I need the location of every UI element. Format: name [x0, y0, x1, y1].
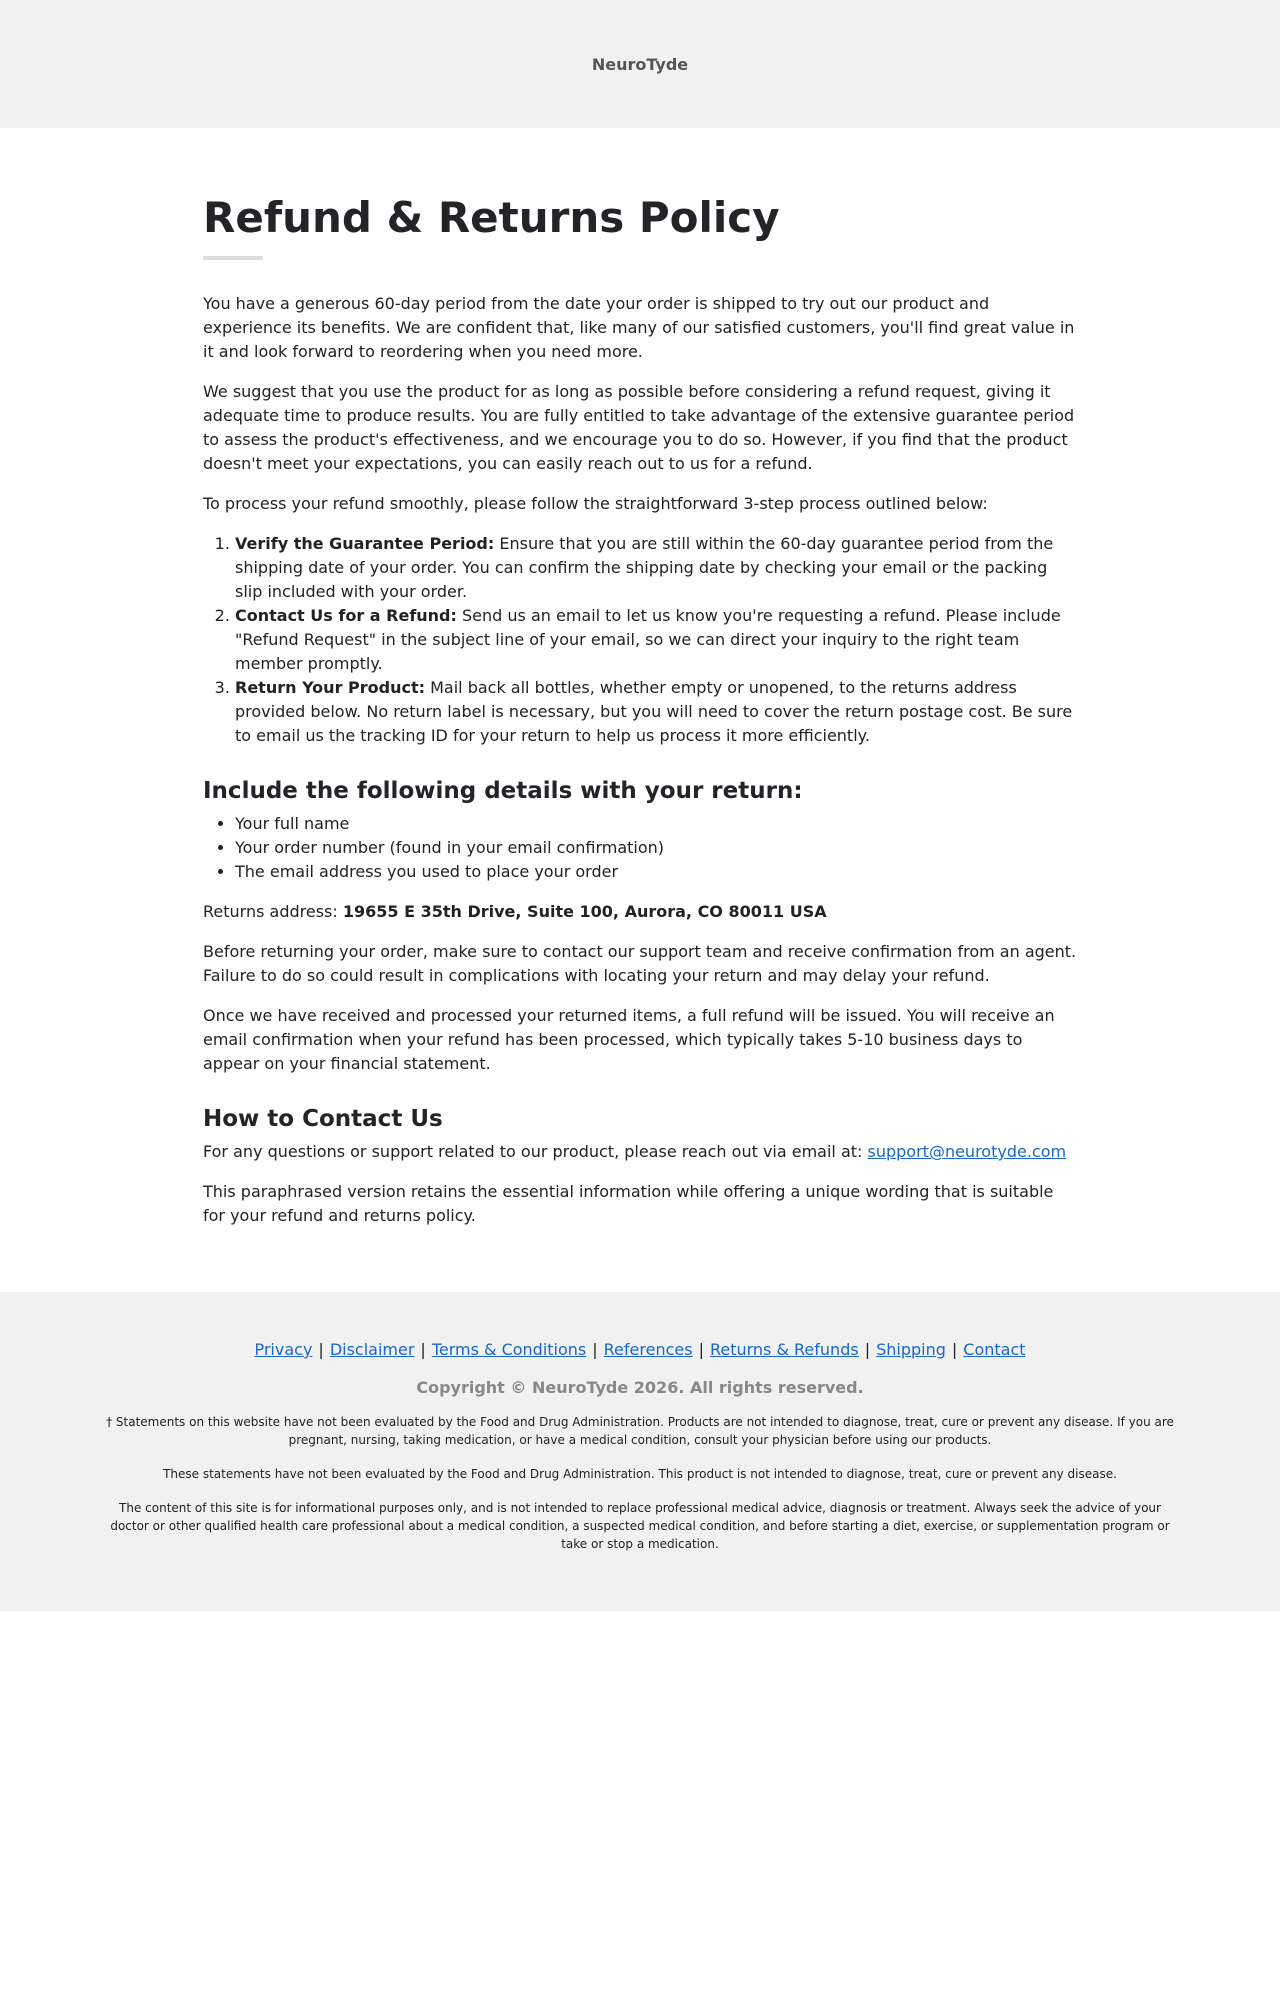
footer-separator: |	[420, 1340, 426, 1359]
returns-address: 19655 E 35th Drive, Suite 100, Aurora, CO 80011 USA	[342, 902, 827, 921]
closing-paragraph: This paraphrased version retains the essential information while offering a unique wording that is suitable for your refund and returns policy.	[203, 1182, 1054, 1225]
site-header	[0, 0, 1280, 128]
page-title: Refund & Returns Policy	[203, 193, 780, 242]
step-item	[235, 676, 1077, 748]
footer-link-returns[interactable]: Returns & Refunds	[709, 1340, 859, 1359]
footer-link-references[interactable]: References	[603, 1340, 693, 1359]
footer-separator: |	[592, 1340, 598, 1359]
step-text: Ensure that you are still within the 60-day guarantee period from the shipping date of your order. You can confirm the shipping date by checking your email or the packing slip included with your order.	[235, 534, 1054, 601]
footer-link-terms[interactable]: Terms & Conditions	[431, 1340, 587, 1359]
returns-address-label: Returns address:	[203, 902, 343, 921]
medical-disclaimer: The content of this site is for informational purposes only, and is not intended to replace professional medical advice, diagnosis or treatment. Always seek the advice of your doctor or other qualified health care professional about a medical condition, a suspected medical condition, and before starting a diet, exercise, or supplementation program or take or stop a medication.	[110, 1501, 1170, 1551]
footer-separator: |	[864, 1340, 871, 1359]
before-return-paragraph: Before returning your order, make sure to contact our support team and receive confirmation from an agent. Failure to do so could result in complications with locating your return and may delay your refund.	[203, 942, 1077, 985]
step-text: Send us an email to let us know you're requesting a refund. Please include "Refund Request" in the subject line of your email, so we can direct your inquiry to the right team member promptly.	[235, 606, 1061, 673]
refund-steps-list	[203, 532, 1077, 748]
contact-paragraph	[203, 1140, 1077, 1164]
copyright: Copyright © NeuroTyde 2026. All rights reserved.	[416, 1378, 864, 1397]
footer-link-contact[interactable]: Contact	[963, 1340, 1026, 1359]
refund-issued-paragraph: Once we have received and processed your returned items, a full refund will be issued. You will receive an email confirmation when your refund has been processed, which typically takes 5-10 business days to appear on your financial statement.	[203, 1006, 1055, 1073]
intro-paragraph-3: To process your refund smoothly, please follow the straightforward 3-step process outlined below:	[203, 494, 988, 513]
title-divider	[203, 256, 263, 260]
details-heading: Include the following details with your return:	[203, 778, 803, 804]
return-details-list	[203, 812, 1077, 884]
fda-disclaimer: † Statements on this website have not been evaluated by the Food and Drug Administration. Products are not intended to diagnose, treat, cure or prevent any disease. If you are pregnant, nursing, taking medication, or have a medical condition, consult your physician before using our products.	[106, 1415, 1174, 1447]
contact-text: For any questions or support related to our product, please reach out via email at:	[203, 1142, 868, 1161]
list-item: • The email address you used to place your order	[235, 860, 1077, 884]
footer-link-privacy[interactable]: Privacy	[254, 1340, 313, 1359]
list-item: • Your full name	[235, 812, 1077, 836]
step-item	[235, 532, 1077, 604]
step-label: Contact Us for a Refund:	[235, 606, 457, 625]
step-label: Verify the Guarantee Period:	[235, 534, 495, 553]
intro-paragraph-1: You have a generous 60-day period from the date your order is shipped to try out our product and experience its benefits. We are confident that, like many of our satisfied customers, you'll find great value in it and look forward to reordering when you need more.	[203, 294, 1075, 361]
step-item	[235, 604, 1077, 676]
footer-separator: |	[951, 1340, 958, 1359]
footer-separator: |	[698, 1340, 704, 1359]
footer-link-disclaimer[interactable]: Disclaimer	[329, 1340, 415, 1359]
brand-name[interactable]: NeuroTyde	[591, 54, 689, 74]
list-item: • Your order number (found in your email confirmation)	[235, 836, 1077, 860]
contact-heading: How to Contact Us	[203, 1106, 443, 1132]
fda-statement: These statements have not been evaluated by the Food and Drug Administration. This product is not intended to diagnose, treat, cure or prevent any disease.	[163, 1467, 1117, 1481]
site-footer	[0, 1292, 1280, 1611]
footer-link-shipping[interactable]: Shipping	[876, 1340, 946, 1359]
footer-links	[0, 1338, 1280, 1362]
policy-content	[203, 128, 1077, 1292]
returns-address-line	[203, 900, 1077, 924]
footer-separator: |	[318, 1340, 324, 1359]
step-label: Return Your Product:	[235, 678, 426, 697]
intro-paragraph-2: We suggest that you use the product for as long as possible before considering a refund request, giving it adequate time to produce results. You are fully entitled to take advantage of the extensive guarantee period to assess the product's effectiveness, and we encourage you to do so. However, if you find that the product doesn't meet your expectations, you can easily reach out to us for a refund.	[203, 382, 1075, 473]
step-text: Mail back all bottles, whether empty or unopened, to the returns address provided below. No return label is necessary, but you will need to cover the return postage cost. Be sure to email us the tracking ID for your return to help us process it more efficiently.	[235, 678, 1073, 745]
support-email-link[interactable]: support@neurotyde.com	[867, 1142, 1067, 1161]
